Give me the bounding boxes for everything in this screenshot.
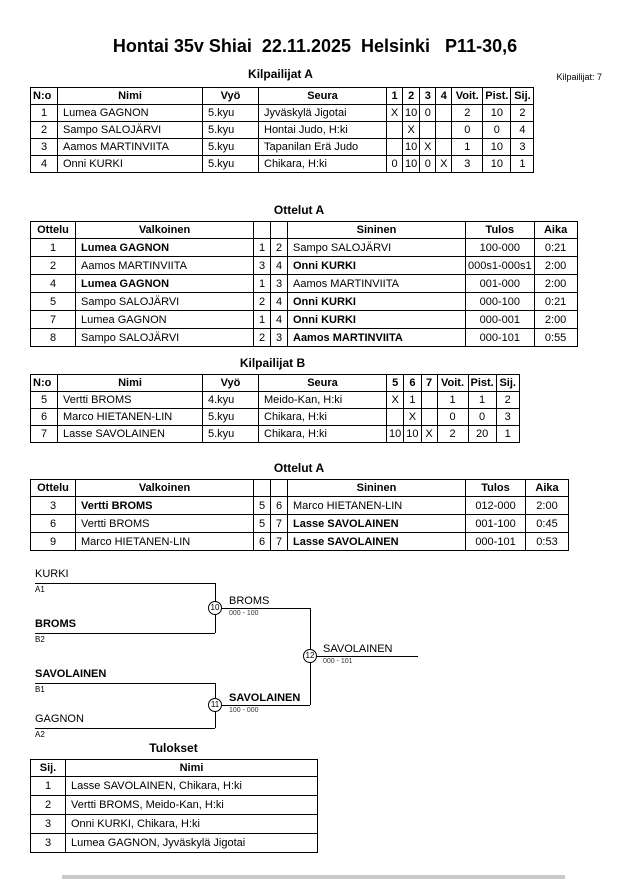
cell-score	[421, 392, 437, 409]
match-row	[31, 515, 569, 533]
cell-score: 10	[403, 139, 420, 156]
cell-blue-name: Onni KURKI	[288, 293, 466, 311]
cell-white-name: Vertti BROMS	[76, 497, 254, 515]
cell-result: 000-101	[466, 533, 526, 551]
cell-name: Lasse SAVOLAINEN, Chikara, H:ki	[66, 777, 318, 796]
cell-score	[387, 122, 403, 139]
cell-time: 2:00	[526, 497, 569, 515]
cell-blue-no: 4	[271, 311, 288, 329]
col-name: Nimi	[66, 760, 318, 777]
bracket-slot-seed: A2	[35, 730, 45, 739]
col-club: Seura	[259, 88, 387, 105]
cell-match-no: 9	[31, 533, 76, 551]
cell-points: 0	[483, 122, 511, 139]
cell-name: Onni KURKI	[58, 156, 203, 173]
pool-a-row	[31, 105, 534, 122]
bracket-slot-seed: A1	[35, 585, 45, 594]
pool-b-row	[31, 426, 520, 443]
result-row	[31, 796, 318, 815]
cell-name: Lasse SAVOLAINEN	[58, 426, 203, 443]
matches-a-table	[30, 221, 578, 347]
cell-score	[387, 409, 404, 426]
cell-place: 3	[31, 815, 66, 834]
col-match: Ottelu	[31, 480, 76, 497]
cell-white-name: Lumea GAGNON	[76, 311, 254, 329]
cell-wins: 2	[437, 426, 468, 443]
cell-score: X	[436, 156, 452, 173]
results-table	[30, 759, 318, 853]
bracket-line	[215, 608, 310, 609]
cell-white-no: 1	[254, 275, 271, 293]
cell-score: 0	[420, 156, 436, 173]
bracket-score: 100 - 000	[229, 707, 259, 714]
cell-blue-name: Lasse SAVOLAINEN	[288, 515, 466, 533]
cell-match-no: 4	[31, 275, 76, 293]
col-match-2: 2	[403, 88, 420, 105]
cell-name: Lumea GAGNON, Jyväskylä Jigotai	[66, 834, 318, 853]
cell-score: 0	[387, 156, 403, 173]
cell-match-no: 5	[31, 293, 76, 311]
cell-score: 10	[387, 426, 404, 443]
match-row	[31, 293, 578, 311]
cell-belt: 5.kyu	[203, 156, 259, 173]
bracket-slot-name: BROMS	[35, 618, 76, 630]
cell-place: 1	[511, 156, 534, 173]
col-white: Valkoinen	[76, 480, 254, 497]
cell-white-no: 5	[254, 515, 271, 533]
col-blue-no	[271, 480, 288, 497]
cell-white-name: Aamos MARTINVIITA	[76, 257, 254, 275]
cell-name: Lumea GAGNON	[58, 105, 203, 122]
col-result: Tulos	[466, 480, 526, 497]
cell-club: Tapanilan Erä Judo	[259, 139, 387, 156]
result-row	[31, 834, 318, 853]
cell-name: Vertti BROMS, Meido-Kan, H:ki	[66, 796, 318, 815]
cell-points: 1	[468, 392, 496, 409]
cell-score: X	[403, 122, 420, 139]
cell-white-name: Lumea GAGNON	[76, 239, 254, 257]
col-wins: Voit.	[437, 375, 468, 392]
cell-club: Chikara, H:ki	[259, 426, 387, 443]
cell-score: X	[387, 105, 403, 122]
cell-result: 001-000	[466, 275, 535, 293]
cell-name: Aamos MARTINVIITA	[58, 139, 203, 156]
col-time: Aika	[526, 480, 569, 497]
bracket-score: 000 - 100	[229, 610, 259, 617]
cell-name: Onni KURKI, Chikara, H:ki	[66, 815, 318, 834]
cell-place: 3	[496, 409, 519, 426]
col-wins: Voit.	[452, 88, 483, 105]
col-club: Seura	[259, 375, 387, 392]
cell-score	[436, 139, 452, 156]
bracket-winner-name: SAVOLAINEN	[229, 692, 301, 704]
bracket-slot-name: KURKI	[35, 568, 69, 580]
col-match: Ottelu	[31, 222, 76, 239]
pool-a-heading: Kilpailijat A	[248, 67, 313, 81]
bracket-node-11: 11	[208, 698, 222, 712]
matches-b-heading: Ottelut A	[273, 461, 325, 475]
col-no: N:o	[31, 375, 58, 392]
cell-match-no: 6	[31, 515, 76, 533]
bracket-line	[35, 728, 215, 729]
cell-blue-no: 4	[271, 293, 288, 311]
cell-match-no: 2	[31, 257, 76, 275]
cell-time: 2:00	[534, 275, 577, 293]
bracket-node-12: 12	[303, 649, 317, 663]
cell-score: X	[420, 139, 436, 156]
col-blue: Sininen	[288, 222, 466, 239]
cell-no: 2	[31, 122, 58, 139]
bracket-slot-seed: B2	[35, 635, 45, 644]
col-match-4: 4	[436, 88, 452, 105]
col-match-1: 1	[387, 88, 403, 105]
cell-points: 10	[483, 156, 511, 173]
bracket-line	[35, 583, 215, 584]
col-result: Tulos	[466, 222, 535, 239]
cell-wins: 0	[437, 409, 468, 426]
cell-score	[436, 105, 452, 122]
bracket-winner-name: SAVOLAINEN	[323, 643, 393, 655]
bracket-line	[35, 633, 215, 634]
match-row	[31, 257, 578, 275]
cell-score: X	[387, 392, 404, 409]
col-match-5: 5	[387, 375, 404, 392]
col-time: Aika	[534, 222, 577, 239]
cell-score: 10	[403, 105, 420, 122]
pool-a-table	[30, 87, 534, 173]
col-white-no	[254, 480, 271, 497]
cell-score: 10	[404, 426, 421, 443]
cell-result: 000-001	[466, 311, 535, 329]
cell-wins: 2	[452, 105, 483, 122]
cell-no: 5	[31, 392, 58, 409]
cell-time: 2:00	[534, 257, 577, 275]
col-match-6: 6	[404, 375, 421, 392]
bracket-score: 000 - 101	[323, 658, 353, 665]
col-points: Pist.	[483, 88, 511, 105]
col-no: N:o	[31, 88, 58, 105]
col-name: Nimi	[58, 88, 203, 105]
cell-match-no: 1	[31, 239, 76, 257]
col-belt: Vyö	[203, 88, 259, 105]
cell-place: 4	[511, 122, 534, 139]
col-place: Sij.	[31, 760, 66, 777]
cell-wins: 1	[437, 392, 468, 409]
cell-result: 000-101	[466, 329, 535, 347]
cell-score: X	[421, 426, 437, 443]
cell-score	[420, 122, 436, 139]
cell-white-no: 1	[254, 311, 271, 329]
cell-blue-no: 7	[271, 533, 288, 551]
cell-name: Vertti BROMS	[58, 392, 203, 409]
cell-match-no: 8	[31, 329, 76, 347]
match-row	[31, 533, 569, 551]
cell-belt: 5.kyu	[203, 409, 259, 426]
pool-b-heading: Kilpailijat B	[239, 356, 306, 370]
cell-club: Meido-Kan, H:ki	[259, 392, 387, 409]
cell-club: Hontai Judo, H:ki	[259, 122, 387, 139]
cell-score: X	[404, 409, 421, 426]
match-row	[31, 239, 578, 257]
cell-score: 10	[403, 156, 420, 173]
cell-name: Marco HIETANEN-LIN	[58, 409, 203, 426]
pool-a-row	[31, 122, 534, 139]
cell-white-no: 6	[254, 533, 271, 551]
bracket-slot-name: GAGNON	[35, 713, 84, 725]
cell-score	[387, 139, 403, 156]
cell-score: 0	[420, 105, 436, 122]
cell-blue-no: 3	[271, 329, 288, 347]
cell-time: 0:21	[534, 239, 577, 257]
page-bottom-edge	[62, 875, 565, 879]
cell-blue-name: Lasse SAVOLAINEN	[288, 533, 466, 551]
cell-white-name: Marco HIETANEN-LIN	[76, 533, 254, 551]
matches-a-header-row	[31, 222, 578, 239]
cell-white-name: Vertti BROMS	[76, 515, 254, 533]
cell-club: Jyväskylä Jigotai	[259, 105, 387, 122]
cell-time: 0:55	[534, 329, 577, 347]
results-header-row	[31, 760, 318, 777]
pool-a-row	[31, 156, 534, 173]
pool-b-row	[31, 409, 520, 426]
col-points: Pist.	[468, 375, 496, 392]
pool-b-header-row	[31, 375, 520, 392]
cell-place: 2	[31, 796, 66, 815]
cell-place: 3	[511, 139, 534, 156]
cell-match-no: 7	[31, 311, 76, 329]
page-title: Hontai 35v Shiai 22.11.2025 Helsinki P11-30,6	[112, 36, 518, 56]
cell-result: 100-000	[466, 239, 535, 257]
cell-blue-name: Aamos MARTINVIITA	[288, 329, 466, 347]
cell-wins: 0	[452, 122, 483, 139]
cell-blue-no: 2	[271, 239, 288, 257]
cell-belt: 5.kyu	[203, 426, 259, 443]
cell-no: 3	[31, 139, 58, 156]
cell-points: 20	[468, 426, 496, 443]
pool-b-row	[31, 392, 520, 409]
col-white-no	[254, 222, 271, 239]
cell-belt: 4.kyu	[203, 392, 259, 409]
result-row	[31, 815, 318, 834]
cell-match-no: 3	[31, 497, 76, 515]
cell-place: 2	[496, 392, 519, 409]
matches-b-header-row	[31, 480, 569, 497]
col-belt: Vyö	[203, 375, 259, 392]
match-row	[31, 275, 578, 293]
cell-result: 000-100	[466, 293, 535, 311]
cell-score: 1	[404, 392, 421, 409]
pool-a-header-row	[31, 88, 534, 105]
cell-blue-name: Onni KURKI	[288, 311, 466, 329]
cell-no: 7	[31, 426, 58, 443]
col-white: Valkoinen	[76, 222, 254, 239]
cell-wins: 1	[452, 139, 483, 156]
col-match-7: 7	[421, 375, 437, 392]
match-row	[31, 329, 578, 347]
cell-time: 0:53	[526, 533, 569, 551]
cell-time: 0:45	[526, 515, 569, 533]
cell-white-no: 5	[254, 497, 271, 515]
cell-result: 000s1-000s1	[466, 257, 535, 275]
col-blue: Sininen	[288, 480, 466, 497]
cell-result: 012-000	[466, 497, 526, 515]
bracket-slot-name: SAVOLAINEN	[35, 668, 107, 680]
col-place: Sij.	[496, 375, 519, 392]
cell-no: 1	[31, 105, 58, 122]
cell-no: 4	[31, 156, 58, 173]
col-name: Nimi	[58, 375, 203, 392]
cell-name: Sampo SALOJÄRVI	[58, 122, 203, 139]
cell-blue-no: 4	[271, 257, 288, 275]
pool-a-row	[31, 139, 534, 156]
cell-white-no: 1	[254, 239, 271, 257]
cell-blue-name: Sampo SALOJÄRVI	[288, 239, 466, 257]
cell-white-no: 2	[254, 329, 271, 347]
result-row	[31, 777, 318, 796]
cell-club: Chikara, H:ki	[259, 156, 387, 173]
cell-place: 3	[31, 834, 66, 853]
col-match-3: 3	[420, 88, 436, 105]
cell-blue-name: Marco HIETANEN-LIN	[288, 497, 466, 515]
bracket-node-10: 10	[208, 601, 222, 615]
cell-club: Chikara, H:ki	[259, 409, 387, 426]
competitors-count: Kilpailijat: 7	[556, 72, 602, 82]
col-blue-no	[271, 222, 288, 239]
matches-b-table	[30, 479, 569, 551]
cell-belt: 5.kyu	[203, 139, 259, 156]
cell-white-no: 2	[254, 293, 271, 311]
bracket-line	[310, 656, 418, 657]
cell-blue-no: 3	[271, 275, 288, 293]
cell-blue-no: 6	[271, 497, 288, 515]
cell-place: 1	[496, 426, 519, 443]
bracket-line	[35, 683, 215, 684]
cell-points: 10	[483, 105, 511, 122]
cell-score	[436, 122, 452, 139]
cell-white-name: Lumea GAGNON	[76, 275, 254, 293]
cell-belt: 5.kyu	[203, 122, 259, 139]
cell-points: 10	[483, 139, 511, 156]
matches-a-heading: Ottelut A	[273, 203, 325, 217]
cell-no: 6	[31, 409, 58, 426]
cell-white-name: Sampo SALOJÄRVI	[76, 329, 254, 347]
cell-blue-no: 7	[271, 515, 288, 533]
cell-place: 2	[511, 105, 534, 122]
match-row	[31, 311, 578, 329]
cell-blue-name: Aamos MARTINVIITA	[288, 275, 466, 293]
bracket-slot-seed: B1	[35, 685, 45, 694]
cell-result: 001-100	[466, 515, 526, 533]
bracket-line	[215, 705, 310, 706]
cell-belt: 5.kyu	[203, 105, 259, 122]
col-place: Sij.	[511, 88, 534, 105]
cell-wins: 3	[452, 156, 483, 173]
cell-points: 0	[468, 409, 496, 426]
match-row	[31, 497, 569, 515]
cell-white-name: Sampo SALOJÄRVI	[76, 293, 254, 311]
cell-time: 2:00	[534, 311, 577, 329]
results-heading: Tulokset	[149, 741, 198, 755]
cell-white-no: 3	[254, 257, 271, 275]
cell-blue-name: Onni KURKI	[288, 257, 466, 275]
cell-score	[421, 409, 437, 426]
cell-place: 1	[31, 777, 66, 796]
bracket-winner-name: BROMS	[229, 595, 270, 607]
pool-b-table	[30, 374, 520, 443]
cell-time: 0:21	[534, 293, 577, 311]
